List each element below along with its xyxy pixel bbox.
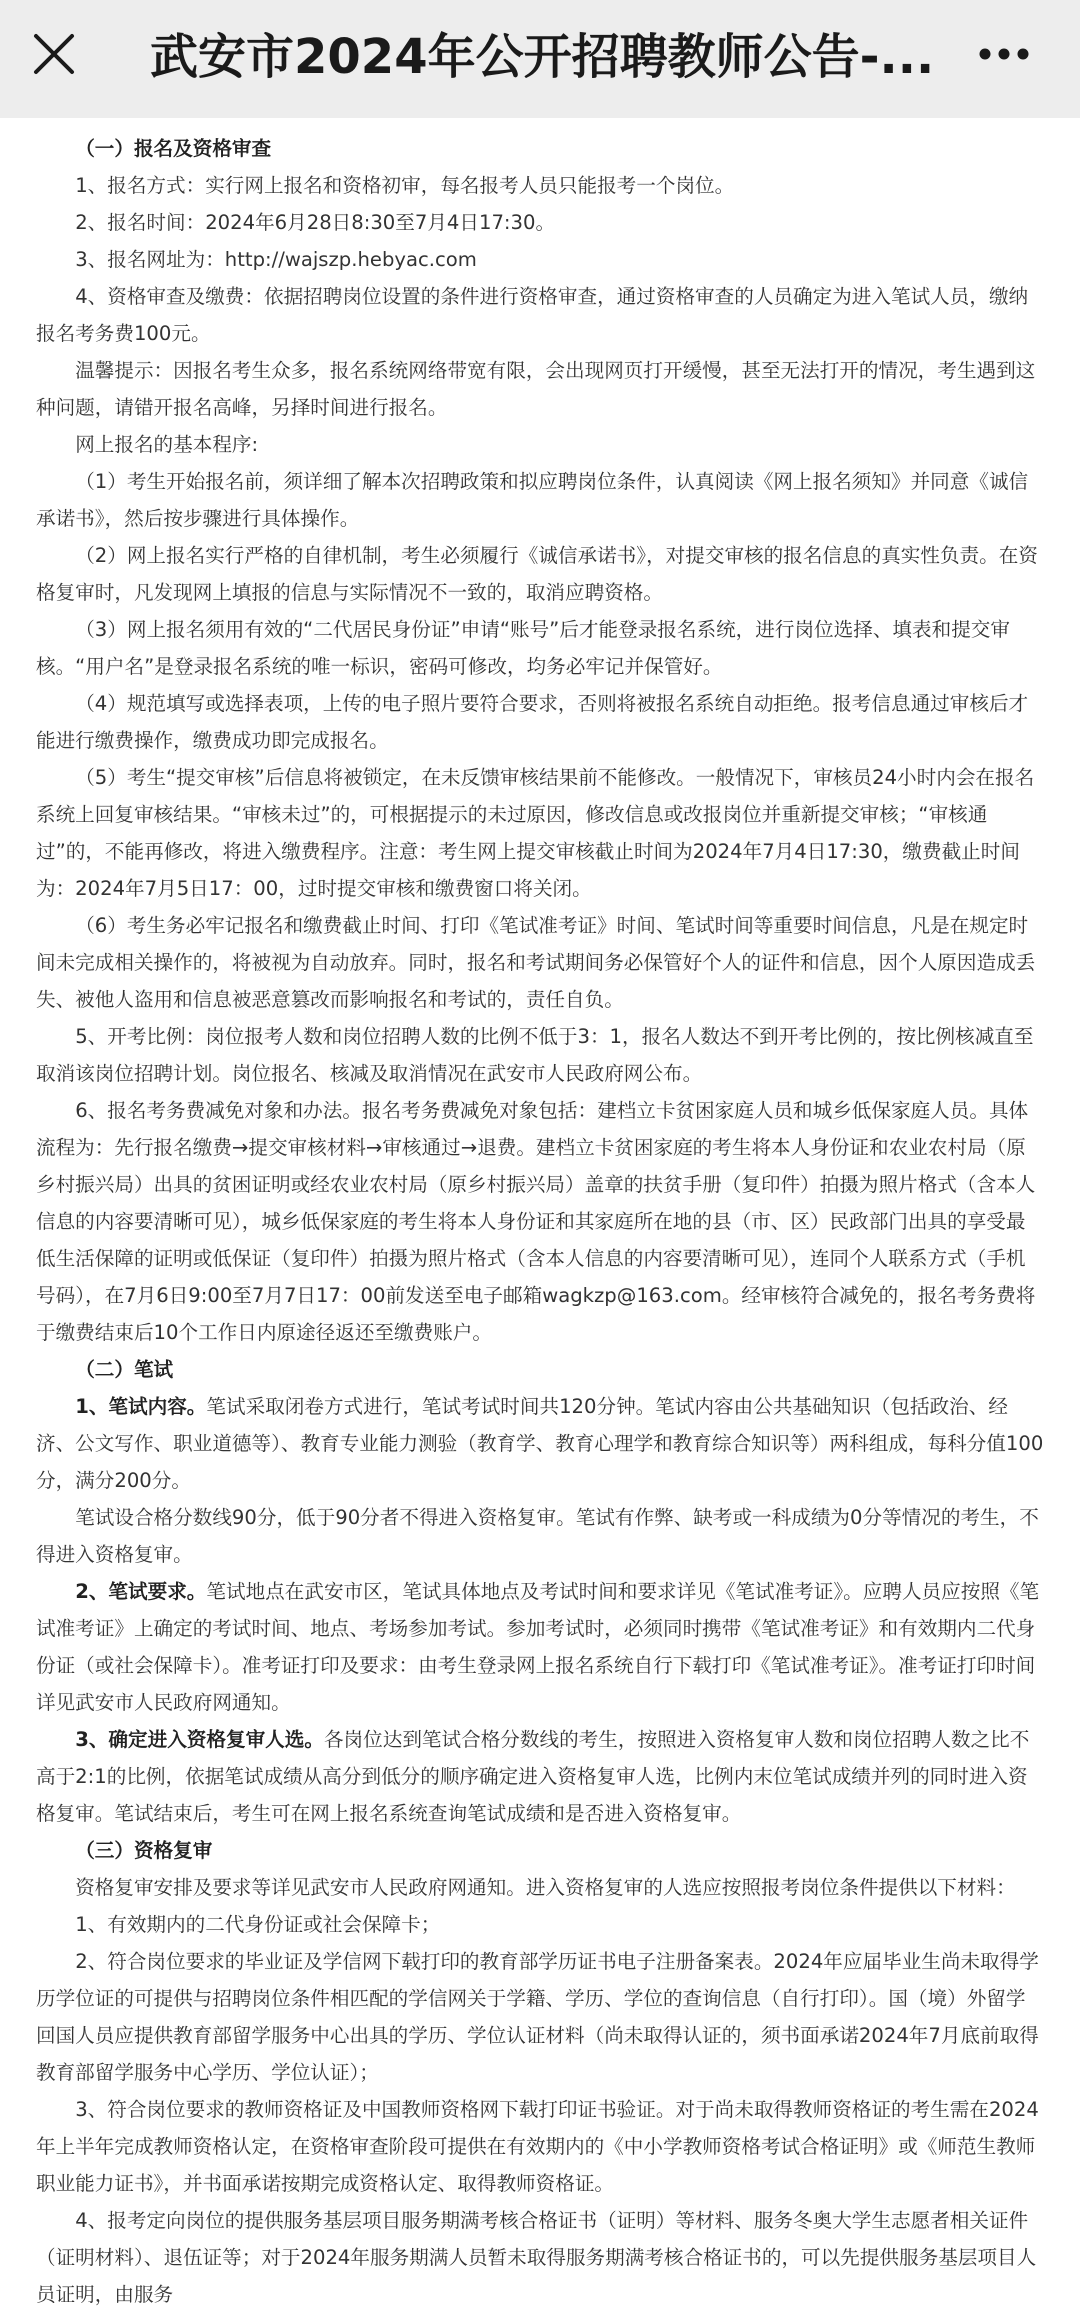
paragraph: 1、有效期内的二代身份证或社会保障卡； [75, 1913, 441, 1936]
close-icon [32, 32, 76, 76]
paragraph: 笔试设合格分数线90分，低于90分者不得进入资格复审。笔试有作弊、缺考或一科成绩为0分等情况的考生，不得进入资格复审。 [36, 1506, 1039, 1566]
paragraph [36, 1721, 1044, 1832]
paragraph: 2、符合岗位要求的毕业证及学信网下载打印的教育部学历证书电子注册备案表。2024年应届毕业生尚未取得学历学位证的可提供与招聘岗位条件相匹配的学信网关于学籍、学历、学位的查询信息（自行打印）。国（境）外留学回国人员应提供教育部留学服务中心出具的学历、学位认证材料（尚未取得认证的，须书面承诺2024年7月底前取得教育部留学服务中心学历、学位认证）； [36, 1950, 1039, 2084]
section-heading: （二）笔试 [75, 1358, 174, 1381]
paragraph: 5、开考比例：岗位报考人数和岗位招聘人数的比例不低于3：1，报名人数达不到开考比例的，按比例核减直至取消该岗位招聘计划。岗位报名、核减及取消情况在武安市人民政府网公布。 [36, 1025, 1034, 1085]
more-button[interactable] [972, 22, 1036, 86]
paragraph: （4）规范填写或选择表项，上传的电子照片要符合要求，否则将被报名系统自动拒绝。报考信息通过审核后才能进行缴费操作，缴费成功即完成报名。 [36, 692, 1029, 752]
paragraph-lead: 1、笔试内容。 [75, 1395, 207, 1418]
paragraph-lead: 2、笔试要求。 [75, 1580, 207, 1603]
paragraph: （2）网上报名实行严格的自律机制，考生必须履行《诚信承诺书》，对提交审核的报名信息的真实性负责。在资格复审时，凡发现网上填报的信息与实际情况不一致的，取消应聘资格。 [36, 544, 1038, 604]
close-button[interactable] [22, 22, 86, 86]
section-heading: （一）报名及资格审查 [75, 137, 272, 160]
paragraph: （5）考生“提交审核”后信息将被锁定，在未反馈审核结果前不能修改。一般情况下，审核员24小时内会在报名系统上回复审核结果。“审核未过”的，可根据提示的未过原因，修改信息或改报岗位并重新提交审核；“审核通过”的，不能再修改，将进入缴费程序。注意：考生网上提交审核截止时间为2024年7月4日17:30，缴费截止时间为：2024年7月5日17：00，过时提交审核和缴费窗口将关闭。 [36, 766, 1035, 900]
paragraph: 4、资格审查及缴费：依据招聘岗位设置的条件进行资格审查，通过资格审查的人员确定为进入笔试人员，缴纳报名考务费100元。 [36, 285, 1029, 345]
article-body [36, 118, 1044, 2306]
paragraph-lead: 3、确定进入资格复审人选。 [75, 1728, 324, 1751]
paragraph: 6、报名考务费减免对象和办法。报名考务费减免对象包括：建档立卡贫困家庭人员和城乡低保家庭人员。具体流程为：先行报名缴费→提交审核材料→审核通过→退费。建档立卡贫困家庭的考生将本人身份证和农业农村局（原乡村振兴局）出具的贫困证明或经农业农村局（原乡村振兴局）盖章的扶贫手册（复印件）拍摄为照片格式（含本人信息的内容要清晰可见），城乡低保家庭的考生将本人身份证和其家庭所在地的县（市、区）民政部门出具的享受最低生活保障的证明或低保证（复印件）拍摄为照片格式（含本人信息的内容要清晰可见），连同个人联系方式（手机号码），在7月6日9:00至7月7日17：00前发送至电子邮箱wagkzp@163.com。经审核符合减免的，报名考务费将于缴费结束后10个工作日内原途径返还至缴费账户。 [36, 1099, 1036, 1344]
paragraph: （1）考生开始报名前，须详细了解本次招聘政策和拟应聘岗位条件，认真阅读《网上报名须知》并同意《诚信承诺书》，然后按步骤进行具体操作。 [36, 470, 1029, 530]
paragraph-text: 笔试地点在武安市区，笔试具体地点及考试时间和要求详见《笔试准考证》。应聘人员应按照《笔试准考证》上确定的考试时间、地点、考场参加考试。参加考试时，必须同时携带《笔试准考证》和有效期内二代身份证（或社会保障卡）。准考证打印及要求：由考生登录网上报名系统自行下载打印《笔试准考证》。准考证打印时间详见武安市人民政府网通知。 [36, 1580, 1040, 1714]
paragraph: （6）考生务必牢记报名和缴费截止时间、打印《笔试准考证》时间、笔试时间等重要时间信息，凡是在规定时间未完成相关操作的，将被视为自动放弃。同时，报名和考试期间务必保管好个人的证件和信息，因个人原因造成丢失、被他人盗用和信息被恶意篡改而影响报名和考试的，责任自负。 [36, 914, 1036, 1011]
paragraph-text: 各岗位达到笔试合格分数线的考生，按照进入资格复审人数和岗位招聘人数之比不高于2:1的比例，依据笔试成绩从高分到低分的顺序确定进入资格复审人选，比例内末位笔试成绩并列的同时进入资格复审。笔试结束后，考生可在网上报名系统查询笔试成绩和是否进入资格复审。 [36, 1728, 1030, 1825]
paragraph: 3、符合岗位要求的教师资格证及中国教师资格网下载打印证书验证。对于尚未取得教师资格证的考生需在2024年上半年完成教师资格认定，在资格审查阶段可提供在有效期内的《中小学教师资格考试合格证明》或《师范生教师职业能力证书》，并书面承诺按期完成资格认定、取得教师资格证。 [36, 2098, 1039, 2195]
paragraph: 2、报名时间：2024年6月28日8:30至7月4日17:30。 [75, 211, 556, 234]
paragraph: 资格复审安排及要求等详见武安市人民政府网通知。进入资格复审的人选应按照报考岗位条件提供以下材料： [75, 1876, 1016, 1899]
paragraph: 4、报考定向岗位的提供服务基层项目服务期满考核合格证书（证明）等材料、服务冬奥大学生志愿者相关证件（证明材料）、退伍证等；对于2024年服务期满人员暂未取得服务期满考核合格证书的，可以先提供服务基层项目人员证明，由服务 [36, 2209, 1037, 2306]
paragraph: 温馨提示：因报名考生众多，报名系统网络带宽有限，会出现网页打开缓慢，甚至无法打开的情况，考生遇到这种问题，请错开报名高峰，另择时间进行报名。 [36, 359, 1036, 419]
paragraph: 1、报名方式：实行网上报名和资格初审，每名报考人员只能报考一个岗位。 [75, 174, 735, 197]
paragraph [36, 1573, 1044, 1721]
paragraph [36, 1388, 1044, 1499]
more-dots-icon [978, 47, 1030, 61]
paragraph: 网上报名的基本程序: [75, 433, 259, 456]
section-heading: （三）资格复审 [75, 1839, 213, 1862]
paragraph: 3、报名网址为：http://wajszp.hebyac.com [75, 248, 477, 271]
paragraph-text: 笔试采取闭卷方式进行，笔试考试时间共120分钟。笔试内容由公共基础知识（包括政治、经济、公文写作、职业道德等）、教育专业能力测验（教育学、教育心理学和教育综合知识等）两科组成，每科分值100分，满分200分。 [36, 1395, 1044, 1492]
paragraph: （3）网上报名须用有效的“二代居民身份证”申请“账号”后才能登录报名系统，进行岗位选择、填表和提交审核。“用户名”是登录报名系统的唯一标识，密码可修改，均务必牢记并保管好。 [36, 618, 1010, 678]
app-header [0, 0, 1080, 118]
page-title: 武安市2024年公开招聘教师公告-... [150, 29, 935, 85]
